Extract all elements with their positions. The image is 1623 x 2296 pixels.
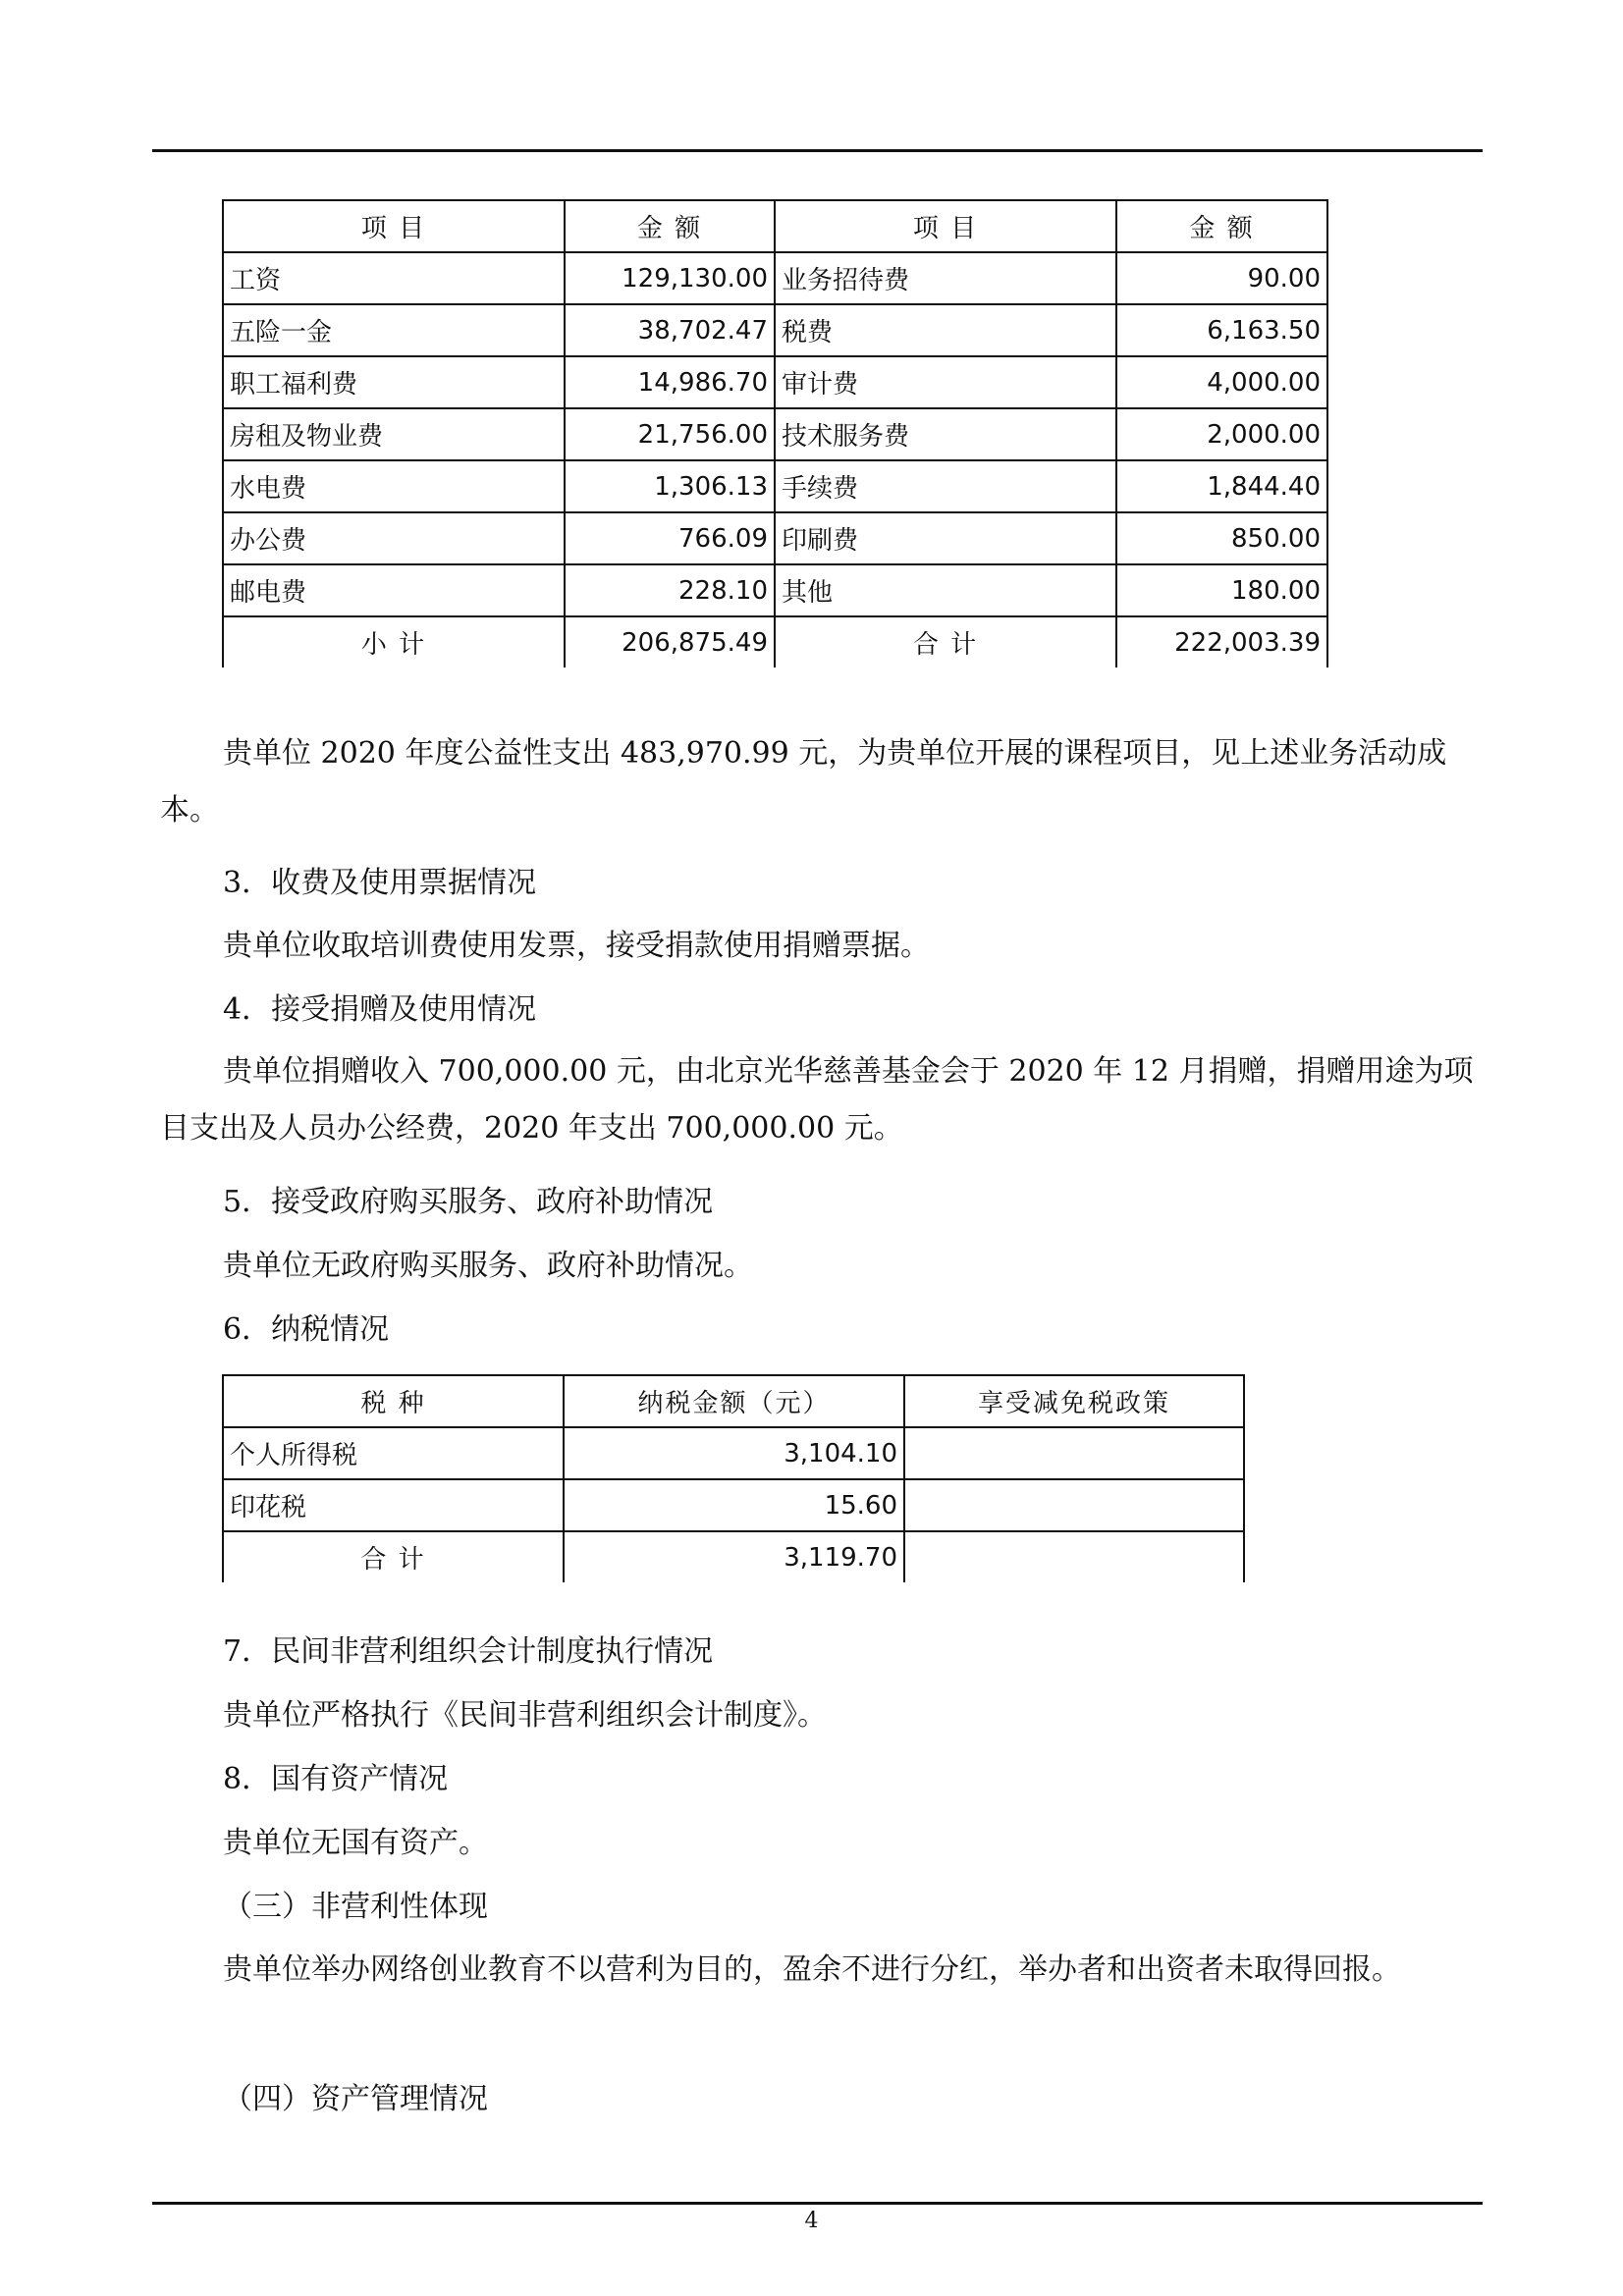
- item-name: 办公费: [223, 512, 565, 564]
- section-heading-accounting: 7．民间非营利组织会计制度执行情况: [223, 1634, 714, 1669]
- table-row: [223, 1427, 1244, 1479]
- table-header-row: [223, 200, 1327, 252]
- paragraph-public-welfare: 贵单位 2020 年度公益性支出 483,970.99 元，为贵单位开展的课程项目，见上述业务活动成本。: [160, 736, 1447, 828]
- item-amount: 21,756.00: [565, 408, 775, 460]
- item-amount: 180.00: [1116, 564, 1327, 616]
- item-name: 职工福利费: [223, 356, 565, 408]
- table-row: [223, 512, 1327, 564]
- item-name: 手续费: [775, 460, 1116, 512]
- total-label: 合 计: [223, 1531, 564, 1582]
- item-name: 业务招待费: [775, 252, 1116, 304]
- item-amount: 228.10: [565, 564, 775, 616]
- item-amount: 850.00: [1116, 512, 1327, 564]
- item-amount: 6,163.50: [1116, 304, 1327, 356]
- item-amount: 90.00: [1116, 252, 1327, 304]
- item-amount: 1,844.40: [1116, 460, 1327, 512]
- item-amount: 38,702.47: [565, 304, 775, 356]
- column-header: 享受减免税政策: [904, 1375, 1244, 1427]
- section-heading-receipts: 3．收费及使用票据情况: [223, 866, 537, 900]
- item-amount: 1,306.13: [565, 460, 775, 512]
- paragraph-state-assets: 贵单位无国有资产。: [223, 1826, 488, 1860]
- column-header: 项 目: [775, 200, 1116, 252]
- total-value: 3,119.70: [564, 1531, 904, 1582]
- column-header: 金 额: [565, 200, 775, 252]
- table-row: [223, 304, 1327, 356]
- item-amount: 14,986.70: [565, 356, 775, 408]
- table-row: [223, 356, 1327, 408]
- column-header: 税 种: [223, 1375, 564, 1427]
- section-heading-donations: 4．接受捐赠及使用情况: [223, 992, 537, 1027]
- expense-table: [222, 199, 1328, 667]
- table-total-row: [223, 1531, 1244, 1582]
- tax-policy: [904, 1427, 1244, 1479]
- tax-policy: [904, 1479, 1244, 1531]
- item-name: 水电费: [223, 460, 565, 512]
- item-amount: 4,000.00: [1116, 356, 1327, 408]
- column-header: 项 目: [223, 200, 565, 252]
- table-row: [223, 460, 1327, 512]
- table-total-row: [223, 616, 1327, 667]
- paragraph-nonprofit: 贵单位举办网络创业教育不以营利为目的，盈余不进行分红，举办者和出资者未取得回报。: [223, 1952, 1401, 1987]
- paragraph-government: 贵单位无政府购买服务、政府补助情况。: [223, 1249, 753, 1283]
- tax-table: [222, 1374, 1245, 1582]
- section-heading-government: 5．接受政府购买服务、政府补助情况: [223, 1185, 714, 1219]
- item-name: 印刷费: [775, 512, 1116, 564]
- table-row: [223, 1479, 1244, 1531]
- section-heading-state-assets: 8．国有资产情况: [223, 1762, 449, 1796]
- tax-amount: 15.60: [564, 1479, 904, 1531]
- table-row: [223, 408, 1327, 460]
- item-name: 其他: [775, 564, 1116, 616]
- paragraph-receipts: 贵单位收取培训费使用发票，接受捐款使用捐赠票据。: [223, 929, 930, 963]
- tax-policy: [904, 1531, 1244, 1582]
- item-name: 工资: [223, 252, 565, 304]
- tax-type: 印花税: [223, 1479, 564, 1531]
- section-heading-asset-management: （四）资产管理情况: [223, 2082, 488, 2116]
- item-name: 技术服务费: [775, 408, 1116, 460]
- item-name: 审计费: [775, 356, 1116, 408]
- table-row: [223, 564, 1327, 616]
- item-name: 邮电费: [223, 564, 565, 616]
- subtotal-value: 206,875.49: [565, 616, 775, 667]
- item-amount: 766.09: [565, 512, 775, 564]
- table-row: [223, 252, 1327, 304]
- page-number: 4: [804, 2209, 819, 2233]
- section-heading-nonprofit: （三）非营利性体现: [223, 1890, 488, 1924]
- item-name: 房租及物业费: [223, 408, 565, 460]
- tax-amount: 3,104.10: [564, 1427, 904, 1479]
- tax-type: 个人所得税: [223, 1427, 564, 1479]
- item-name: 五险一金: [223, 304, 565, 356]
- item-amount: 2,000.00: [1116, 408, 1327, 460]
- table-header-row: [223, 1375, 1244, 1427]
- subtotal-label: 小 计: [223, 616, 565, 667]
- total-value: 222,003.39: [1116, 616, 1327, 667]
- total-label: 合 计: [775, 616, 1116, 667]
- column-header: 纳税金额（元）: [564, 1375, 904, 1427]
- paragraph-accounting: 贵单位严格执行《民间非营利组织会计制度》。: [223, 1698, 827, 1733]
- paragraph-donations: 贵单位捐赠收入 700,000.00 元，由北京光华慈善基金会于 2020 年 12 月捐赠，捐赠用途为项目支出及人员办公经费，2020 年支出 700,000.00 元。: [160, 1054, 1474, 1146]
- item-name: 税费: [775, 304, 1116, 356]
- footer-rule: [152, 2202, 1483, 2205]
- item-amount: 129,130.00: [565, 252, 775, 304]
- header-rule: [152, 149, 1483, 152]
- column-header: 金 额: [1116, 200, 1327, 252]
- section-heading-tax: 6．纳税情况: [223, 1312, 390, 1347]
